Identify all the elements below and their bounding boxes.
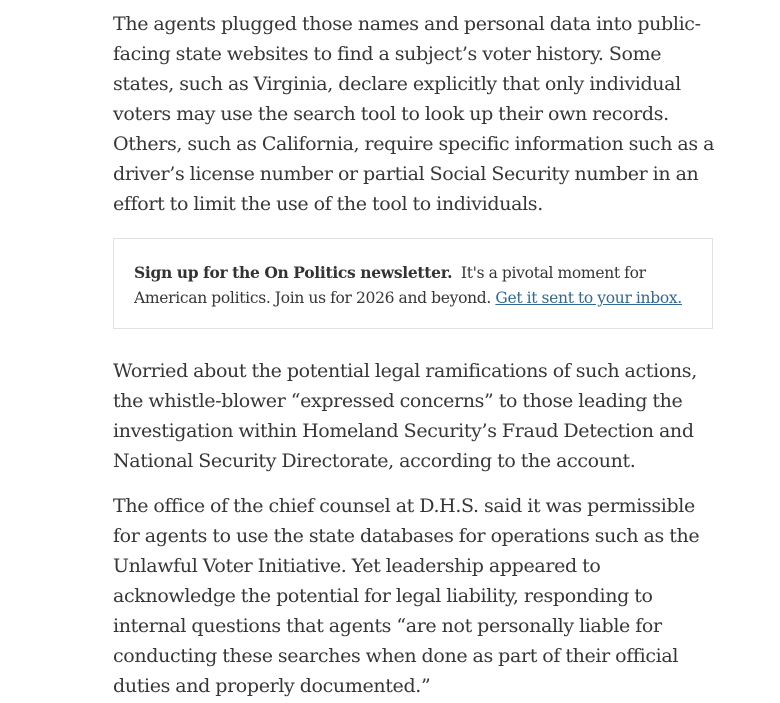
article-body	[113, 9, 717, 701]
article-paragraph: The agents plugged those names and personal data into public-facing state websites to find a subject’s voter history. Some states, such as Virginia, declare explicitly that only individual voters may use the search tool to look up their own records. Others, such as California, require specific information such as a driver’s license number or partial Social Security number in an effort to limit the use of the tool to individuals.	[113, 13, 715, 215]
newsletter-signup-box	[113, 238, 713, 329]
article-paragraph: The office of the chief counsel at D.H.S. said it was permissible for agents to use the state databases for operations such as the Unlawful Voter Initiative. Yet leadership appeared to acknowledge the potential for legal liability, responding to internal questions that agents “are not personally liable for conducting these searches when done as part of their official duties and properly documented.”	[113, 495, 700, 697]
newsletter-signup-link[interactable]: Get it sent to your inbox.	[495, 289, 682, 307]
newsletter-title: Sign up for the On Politics newsletter.	[134, 263, 453, 282]
newsletter-description: It's a pivotal moment for American politics. Join us for 2026 and beyond.	[134, 264, 646, 307]
article-paragraph: Worried about the potential legal ramifications of such actions, the whistle-blower “expressed concerns” to those leading the investigation within Homeland Security’s Fraud Detection and National Security Directorate, according to the account.	[113, 360, 697, 472]
